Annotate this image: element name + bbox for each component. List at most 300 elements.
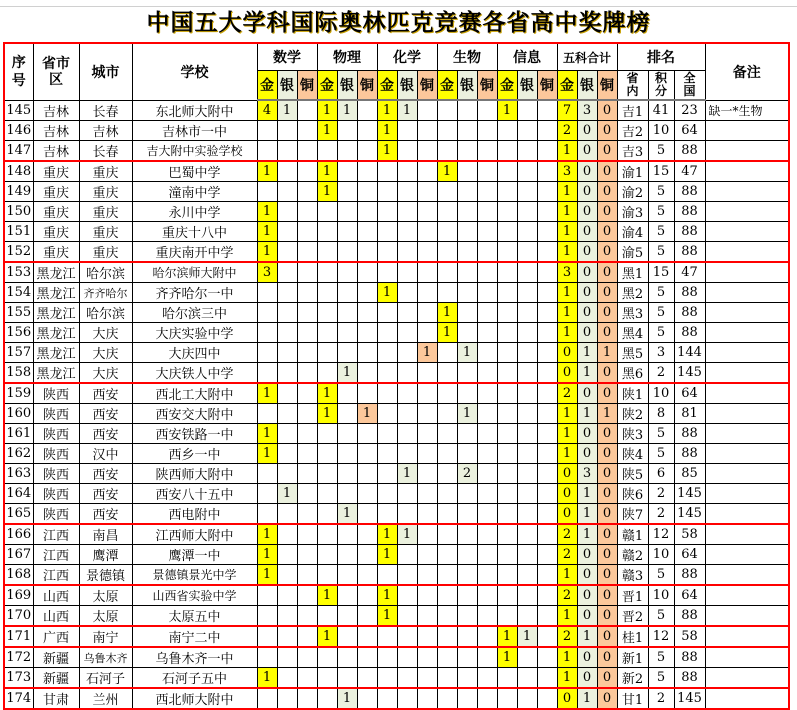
cell-total-silver[interactable]: 1 (577, 688, 597, 709)
cell-total-gold[interactable]: 0 (557, 464, 577, 484)
cell-score[interactable]: 12 (648, 524, 674, 545)
cell-medal-bronze[interactable] (417, 121, 437, 141)
cell-medal-bronze[interactable] (537, 626, 557, 647)
cell-total-silver[interactable]: 0 (577, 121, 597, 141)
cell-medal-gold[interactable]: 1 (317, 100, 337, 121)
cell-total-silver[interactable]: 1 (577, 404, 597, 424)
header-medal-gold[interactable]: 金 (317, 71, 337, 101)
cell-medal-gold[interactable] (257, 626, 277, 647)
cell-medal-bronze[interactable] (537, 262, 557, 283)
cell-medal-bronze[interactable] (357, 565, 377, 586)
cell-score[interactable]: 5 (648, 222, 674, 242)
cell-national-rank[interactable]: 85 (674, 464, 705, 484)
cell-province-rank[interactable]: 黑1 (617, 262, 648, 283)
cell-total-silver[interactable]: 0 (577, 242, 597, 263)
cell-medal-bronze[interactable] (297, 585, 317, 606)
cell-seq[interactable]: 145 (4, 100, 33, 121)
cell-total-gold[interactable]: 0 (557, 504, 577, 525)
cell-note[interactable] (705, 383, 789, 404)
cell-medal-gold[interactable] (437, 585, 457, 606)
cell-medal-gold[interactable] (377, 464, 397, 484)
cell-national-rank[interactable]: 88 (674, 202, 705, 222)
cell-medal-bronze[interactable] (357, 647, 377, 668)
cell-medal-gold[interactable]: 1 (497, 100, 517, 121)
cell-medal-silver[interactable]: 2 (457, 464, 477, 484)
cell-seq[interactable]: 152 (4, 242, 33, 263)
cell-score[interactable]: 2 (648, 363, 674, 384)
header-school[interactable]: 学校 (132, 43, 257, 100)
cell-province-rank[interactable]: 黑2 (617, 283, 648, 303)
cell-medal-gold[interactable] (437, 242, 457, 263)
header-medal-silver[interactable]: 银 (277, 71, 297, 101)
cell-total-bronze[interactable]: 0 (597, 100, 617, 121)
header-rank[interactable]: 排名 (617, 43, 705, 71)
cell-province[interactable]: 山西 (33, 606, 79, 627)
cell-score[interactable]: 15 (648, 161, 674, 182)
cell-medal-bronze[interactable] (297, 626, 317, 647)
cell-medal-silver[interactable] (277, 444, 297, 464)
cell-school[interactable]: 西安八十五中 (132, 484, 257, 504)
cell-medal-gold[interactable]: 1 (257, 242, 277, 263)
cell-medal-silver[interactable] (457, 484, 477, 504)
cell-note[interactable] (705, 363, 789, 384)
cell-medal-bronze[interactable] (357, 242, 377, 263)
cell-note[interactable]: 缺一*生物 (705, 100, 789, 121)
cell-medal-silver[interactable] (397, 182, 417, 202)
cell-total-gold[interactable]: 2 (557, 524, 577, 545)
cell-medal-silver[interactable] (337, 182, 357, 202)
cell-medal-silver[interactable] (517, 100, 537, 121)
cell-school[interactable]: 鹰潭一中 (132, 545, 257, 565)
cell-province-rank[interactable]: 赣1 (617, 524, 648, 545)
cell-total-bronze[interactable]: 0 (597, 504, 617, 525)
cell-total-bronze[interactable]: 0 (597, 668, 617, 689)
cell-total-bronze[interactable]: 0 (597, 424, 617, 444)
cell-medal-gold[interactable]: 1 (257, 383, 277, 404)
cell-province-rank[interactable]: 吉2 (617, 121, 648, 141)
cell-medal-gold[interactable] (257, 323, 277, 343)
cell-medal-gold[interactable] (377, 161, 397, 182)
cell-medal-gold[interactable]: 1 (257, 161, 277, 182)
cell-medal-bronze[interactable] (357, 222, 377, 242)
cell-note[interactable] (705, 283, 789, 303)
cell-medal-gold[interactable] (317, 647, 337, 668)
cell-medal-gold[interactable] (377, 383, 397, 404)
cell-school[interactable]: 西北师大附中 (132, 688, 257, 709)
cell-medal-gold[interactable] (377, 484, 397, 504)
cell-medal-gold[interactable] (497, 161, 517, 182)
cell-medal-bronze[interactable] (357, 323, 377, 343)
cell-medal-silver[interactable] (517, 688, 537, 709)
cell-medal-silver[interactable] (517, 404, 537, 424)
cell-total-bronze[interactable]: 0 (597, 606, 617, 627)
cell-seq[interactable]: 173 (4, 668, 33, 689)
cell-seq[interactable]: 154 (4, 283, 33, 303)
cell-total-gold[interactable]: 0 (557, 688, 577, 709)
cell-medal-gold[interactable] (497, 262, 517, 283)
cell-total-bronze[interactable]: 0 (597, 545, 617, 565)
cell-total-silver[interactable]: 0 (577, 545, 597, 565)
cell-city[interactable]: 西安 (79, 383, 132, 404)
cell-medal-gold[interactable]: 1 (257, 424, 277, 444)
cell-medal-gold[interactable] (497, 585, 517, 606)
cell-medal-bronze[interactable] (357, 100, 377, 121)
cell-total-bronze[interactable]: 0 (597, 484, 617, 504)
cell-total-silver[interactable]: 0 (577, 606, 597, 627)
cell-note[interactable] (705, 222, 789, 242)
cell-medal-bronze[interactable] (417, 242, 437, 263)
cell-school[interactable]: 巴蜀中学 (132, 161, 257, 182)
cell-medal-gold[interactable] (437, 424, 457, 444)
cell-medal-bronze[interactable] (537, 585, 557, 606)
cell-medal-bronze[interactable] (357, 343, 377, 363)
cell-score[interactable]: 5 (648, 323, 674, 343)
cell-national-rank[interactable]: 88 (674, 647, 705, 668)
cell-medal-bronze[interactable]: 1 (417, 343, 437, 363)
cell-total-silver[interactable]: 1 (577, 504, 597, 525)
cell-medal-gold[interactable] (497, 383, 517, 404)
cell-note[interactable] (705, 606, 789, 627)
cell-seq[interactable]: 165 (4, 504, 33, 525)
cell-total-gold[interactable]: 2 (557, 121, 577, 141)
cell-score[interactable]: 3 (648, 343, 674, 363)
cell-province-rank[interactable]: 渝2 (617, 182, 648, 202)
cell-total-bronze[interactable]: 0 (597, 222, 617, 242)
cell-national-rank[interactable]: 88 (674, 182, 705, 202)
cell-seq[interactable]: 153 (4, 262, 33, 283)
cell-medal-silver[interactable] (277, 383, 297, 404)
header-medal-bronze[interactable]: 铜 (597, 71, 617, 101)
cell-medal-gold[interactable] (377, 202, 397, 222)
cell-seq[interactable]: 170 (4, 606, 33, 627)
cell-total-silver[interactable]: 0 (577, 565, 597, 586)
cell-total-silver[interactable]: 0 (577, 585, 597, 606)
cell-medal-gold[interactable]: 1 (437, 161, 457, 182)
cell-medal-bronze[interactable] (297, 222, 317, 242)
cell-medal-bronze[interactable] (357, 262, 377, 283)
cell-province[interactable]: 新疆 (33, 647, 79, 668)
cell-medal-silver[interactable] (517, 585, 537, 606)
cell-medal-gold[interactable]: 1 (377, 585, 397, 606)
cell-national-rank[interactable]: 58 (674, 524, 705, 545)
cell-medal-silver[interactable]: 1 (397, 524, 417, 545)
cell-medal-silver[interactable] (457, 545, 477, 565)
cell-total-silver[interactable]: 0 (577, 668, 597, 689)
cell-medal-bronze[interactable] (537, 283, 557, 303)
cell-total-gold[interactable]: 3 (557, 161, 577, 182)
cell-medal-silver[interactable] (397, 444, 417, 464)
cell-medal-silver[interactable] (517, 524, 537, 545)
cell-medal-bronze[interactable] (477, 626, 497, 647)
cell-medal-bronze[interactable] (357, 182, 377, 202)
cell-province-rank[interactable]: 陕2 (617, 404, 648, 424)
cell-province[interactable]: 黑龙江 (33, 323, 79, 343)
cell-medal-silver[interactable] (457, 565, 477, 586)
cell-medal-bronze[interactable] (477, 524, 497, 545)
cell-medal-silver[interactable] (337, 323, 357, 343)
cell-note[interactable] (705, 504, 789, 525)
cell-medal-bronze[interactable] (537, 444, 557, 464)
cell-medal-gold[interactable] (317, 242, 337, 263)
cell-total-gold[interactable]: 1 (557, 202, 577, 222)
cell-medal-gold[interactable] (497, 343, 517, 363)
cell-total-gold[interactable]: 0 (557, 363, 577, 384)
cell-medal-silver[interactable] (457, 182, 477, 202)
cell-medal-bronze[interactable] (537, 161, 557, 182)
cell-medal-silver[interactable] (337, 343, 357, 363)
cell-medal-silver[interactable] (397, 504, 417, 525)
cell-medal-gold[interactable] (437, 647, 457, 668)
cell-medal-bronze[interactable] (537, 647, 557, 668)
cell-national-rank[interactable]: 64 (674, 545, 705, 565)
cell-total-gold[interactable]: 1 (557, 444, 577, 464)
cell-medal-gold[interactable] (437, 524, 457, 545)
cell-medal-gold[interactable] (377, 647, 397, 668)
cell-total-bronze[interactable]: 0 (597, 585, 617, 606)
cell-medal-silver[interactable]: 1 (397, 464, 417, 484)
cell-medal-bronze[interactable] (417, 303, 437, 323)
cell-total-gold[interactable]: 2 (557, 626, 577, 647)
cell-medal-silver[interactable]: 1 (277, 484, 297, 504)
cell-medal-gold[interactable]: 3 (257, 262, 277, 283)
cell-medal-gold[interactable]: 1 (257, 524, 277, 545)
cell-city[interactable]: 齐齐哈尔 (79, 283, 132, 303)
cell-medal-silver[interactable] (277, 545, 297, 565)
cell-medal-gold[interactable] (317, 303, 337, 323)
cell-medal-silver[interactable] (277, 202, 297, 222)
cell-total-silver[interactable]: 0 (577, 161, 597, 182)
cell-medal-bronze[interactable] (357, 283, 377, 303)
cell-medal-gold[interactable] (437, 688, 457, 709)
cell-medal-bronze[interactable] (357, 545, 377, 565)
cell-province-rank[interactable]: 黑5 (617, 343, 648, 363)
cell-medal-bronze[interactable] (477, 363, 497, 384)
cell-total-silver[interactable]: 0 (577, 262, 597, 283)
cell-total-bronze[interactable]: 0 (597, 141, 617, 162)
cell-medal-gold[interactable] (437, 383, 457, 404)
cell-medal-gold[interactable] (377, 668, 397, 689)
cell-medal-silver[interactable] (337, 444, 357, 464)
cell-medal-silver[interactable] (397, 363, 417, 384)
cell-medal-gold[interactable] (377, 343, 397, 363)
cell-medal-silver[interactable] (517, 668, 537, 689)
cell-province-rank[interactable]: 陕1 (617, 383, 648, 404)
cell-medal-gold[interactable] (317, 222, 337, 242)
cell-medal-bronze[interactable] (417, 404, 437, 424)
cell-note[interactable] (705, 121, 789, 141)
cell-medal-silver[interactable] (337, 262, 357, 283)
cell-medal-silver[interactable] (457, 222, 477, 242)
cell-medal-silver[interactable]: 1 (397, 100, 417, 121)
cell-medal-bronze[interactable] (357, 161, 377, 182)
cell-total-bronze[interactable]: 0 (597, 464, 617, 484)
cell-city[interactable]: 西安 (79, 464, 132, 484)
cell-seq[interactable]: 146 (4, 121, 33, 141)
cell-medal-bronze[interactable] (297, 524, 317, 545)
cell-medal-bronze[interactable] (297, 647, 317, 668)
cell-medal-gold[interactable]: 1 (257, 668, 277, 689)
cell-medal-silver[interactable] (277, 323, 297, 343)
cell-total-gold[interactable]: 2 (557, 383, 577, 404)
cell-medal-bronze[interactable] (477, 647, 497, 668)
cell-medal-bronze[interactable] (417, 424, 437, 444)
cell-medal-silver[interactable] (457, 363, 477, 384)
cell-school[interactable]: 重庆十八中 (132, 222, 257, 242)
cell-school[interactable]: 重庆南开中学 (132, 242, 257, 263)
cell-medal-bronze[interactable] (417, 606, 437, 627)
cell-medal-silver[interactable] (457, 100, 477, 121)
cell-national-rank[interactable]: 88 (674, 444, 705, 464)
cell-medal-silver[interactable] (337, 668, 357, 689)
cell-province[interactable]: 黑龙江 (33, 283, 79, 303)
cell-province-rank[interactable]: 吉3 (617, 141, 648, 162)
cell-medal-silver[interactable]: 1 (457, 404, 477, 424)
cell-note[interactable] (705, 688, 789, 709)
cell-medal-bronze[interactable] (537, 343, 557, 363)
cell-total-silver[interactable]: 1 (577, 524, 597, 545)
cell-medal-silver[interactable] (397, 242, 417, 263)
cell-seq[interactable]: 159 (4, 383, 33, 404)
cell-city[interactable]: 石河子 (79, 668, 132, 689)
cell-total-bronze[interactable]: 0 (597, 182, 617, 202)
cell-medal-bronze[interactable] (297, 668, 317, 689)
cell-medal-silver[interactable] (337, 222, 357, 242)
cell-medal-gold[interactable] (377, 363, 397, 384)
cell-score[interactable]: 5 (648, 303, 674, 323)
cell-medal-silver[interactable] (337, 565, 357, 586)
header-medal-bronze[interactable]: 铜 (537, 71, 557, 101)
cell-seq[interactable]: 156 (4, 323, 33, 343)
cell-medal-bronze[interactable] (477, 545, 497, 565)
header-informatics[interactable]: 信息 (497, 43, 557, 71)
cell-medal-silver[interactable] (277, 606, 297, 627)
cell-total-bronze[interactable]: 1 (597, 343, 617, 363)
cell-medal-bronze[interactable] (417, 444, 437, 464)
cell-medal-bronze[interactable] (537, 524, 557, 545)
cell-medal-silver[interactable] (277, 504, 297, 525)
cell-province-rank[interactable]: 陕5 (617, 464, 648, 484)
cell-note[interactable] (705, 668, 789, 689)
cell-medal-bronze[interactable] (477, 182, 497, 202)
cell-note[interactable] (705, 647, 789, 668)
cell-medal-silver[interactable] (397, 626, 417, 647)
cell-medal-bronze[interactable] (297, 141, 317, 162)
cell-medal-silver[interactable] (277, 222, 297, 242)
cell-province[interactable]: 重庆 (33, 182, 79, 202)
cell-total-gold[interactable]: 1 (557, 303, 577, 323)
cell-medal-silver[interactable] (337, 404, 357, 424)
cell-province-rank[interactable]: 新2 (617, 668, 648, 689)
cell-medal-silver[interactable] (517, 323, 537, 343)
cell-medal-silver[interactable] (337, 585, 357, 606)
cell-medal-bronze[interactable] (417, 383, 437, 404)
cell-medal-bronze[interactable] (477, 283, 497, 303)
cell-total-gold[interactable]: 1 (557, 424, 577, 444)
cell-medal-gold[interactable] (437, 545, 457, 565)
cell-school[interactable]: 江西师大附中 (132, 524, 257, 545)
cell-medal-gold[interactable] (257, 343, 277, 363)
cell-note[interactable] (705, 565, 789, 586)
cell-medal-bronze[interactable] (357, 121, 377, 141)
cell-medal-silver[interactable] (457, 688, 477, 709)
cell-medal-bronze[interactable] (357, 585, 377, 606)
cell-medal-bronze[interactable] (477, 668, 497, 689)
cell-medal-bronze[interactable] (477, 606, 497, 627)
cell-total-gold[interactable]: 0 (557, 484, 577, 504)
cell-medal-bronze[interactable] (357, 202, 377, 222)
cell-national-rank[interactable]: 88 (674, 424, 705, 444)
cell-medal-gold[interactable]: 1 (377, 141, 397, 162)
cell-total-silver[interactable]: 0 (577, 182, 597, 202)
cell-medal-gold[interactable] (377, 565, 397, 586)
cell-medal-silver[interactable] (397, 141, 417, 162)
cell-score[interactable]: 5 (648, 444, 674, 464)
cell-city[interactable]: 兰州 (79, 688, 132, 709)
header-medal-gold[interactable]: 金 (437, 71, 457, 101)
cell-medal-gold[interactable] (377, 323, 397, 343)
cell-medal-silver[interactable] (397, 323, 417, 343)
cell-total-silver[interactable]: 0 (577, 424, 597, 444)
cell-score[interactable]: 10 (648, 545, 674, 565)
cell-school[interactable]: 乌鲁木齐一中 (132, 647, 257, 668)
cell-note[interactable] (705, 303, 789, 323)
cell-seq[interactable]: 157 (4, 343, 33, 363)
cell-national-rank[interactable]: 145 (674, 363, 705, 384)
cell-province-rank[interactable]: 新1 (617, 647, 648, 668)
cell-province[interactable]: 江西 (33, 565, 79, 586)
cell-medal-bronze[interactable] (417, 688, 437, 709)
cell-medal-gold[interactable] (497, 464, 517, 484)
cell-medal-bronze[interactable] (477, 688, 497, 709)
cell-medal-silver[interactable] (457, 424, 477, 444)
cell-medal-gold[interactable] (377, 444, 397, 464)
cell-medal-bronze[interactable] (537, 202, 557, 222)
cell-province[interactable]: 新疆 (33, 668, 79, 689)
cell-province-rank[interactable]: 黑4 (617, 323, 648, 343)
cell-medal-silver[interactable] (397, 424, 417, 444)
cell-note[interactable] (705, 484, 789, 504)
cell-medal-bronze[interactable] (417, 647, 437, 668)
cell-medal-gold[interactable] (437, 626, 457, 647)
cell-province[interactable]: 黑龙江 (33, 303, 79, 323)
cell-medal-silver[interactable] (337, 121, 357, 141)
cell-medal-silver[interactable]: 1 (457, 343, 477, 363)
cell-medal-silver[interactable] (337, 161, 357, 182)
cell-total-gold[interactable]: 2 (557, 545, 577, 565)
cell-medal-bronze[interactable] (297, 444, 317, 464)
cell-score[interactable]: 5 (648, 668, 674, 689)
cell-city[interactable]: 汉中 (79, 444, 132, 464)
cell-medal-silver[interactable] (277, 565, 297, 586)
cell-medal-gold[interactable] (257, 182, 277, 202)
cell-seq[interactable]: 168 (4, 565, 33, 586)
cell-province[interactable]: 重庆 (33, 161, 79, 182)
cell-total-bronze[interactable]: 1 (597, 404, 617, 424)
cell-medal-gold[interactable] (437, 606, 457, 627)
cell-medal-gold[interactable] (317, 484, 337, 504)
cell-medal-bronze[interactable] (297, 464, 317, 484)
cell-medal-gold[interactable] (497, 688, 517, 709)
cell-medal-gold[interactable] (257, 504, 277, 525)
cell-medal-gold[interactable]: 1 (377, 121, 397, 141)
cell-medal-bronze[interactable] (297, 161, 317, 182)
cell-total-silver[interactable]: 1 (577, 363, 597, 384)
cell-seq[interactable]: 163 (4, 464, 33, 484)
cell-province[interactable]: 黑龙江 (33, 363, 79, 384)
cell-medal-gold[interactable] (437, 343, 457, 363)
cell-school[interactable]: 西北工大附中 (132, 383, 257, 404)
cell-province-rank[interactable]: 渝1 (617, 161, 648, 182)
